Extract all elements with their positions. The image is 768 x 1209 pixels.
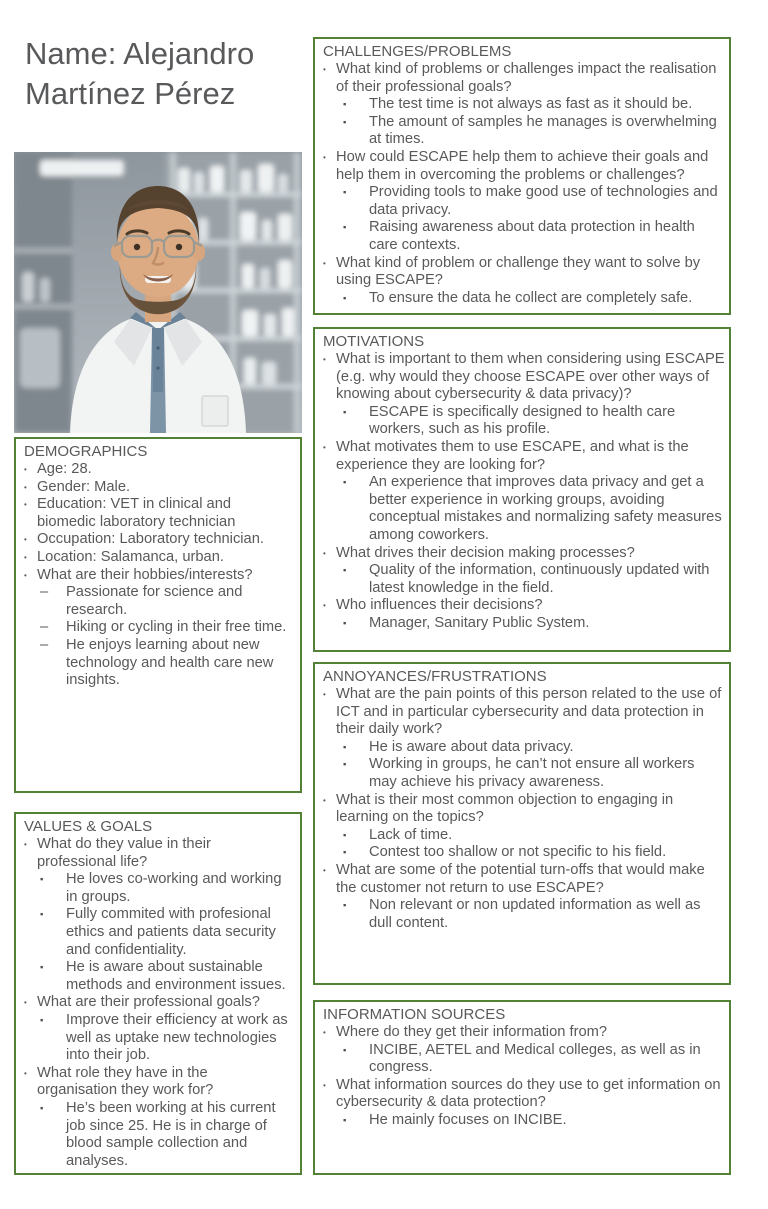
- square-marker: ▪: [40, 909, 44, 921]
- bullet-text: What kind of problem or challenge they want to solve by using ESCAPE?: [336, 254, 701, 289]
- square-marker: ▪: [343, 741, 347, 753]
- bullet-marker: •: [323, 690, 326, 699]
- section-items: [323, 61, 726, 307]
- bullet-marker: •: [323, 1080, 326, 1090]
- sub-bullet-item: [323, 219, 726, 254]
- sub-bullet-text: Manager, Sanitary Public System.: [369, 614, 590, 631]
- sub-bullet-text: INCIBE, AETEL and Medical colleges, as well as in congress.: [369, 1041, 701, 1076]
- bullet-item: [323, 792, 726, 827]
- sub-bullet-text: Hiking or cycling in their free time.: [66, 619, 287, 636]
- bullet-marker: •: [24, 840, 27, 849]
- square-marker: ▪: [343, 1114, 347, 1126]
- sub-bullet-item: [323, 404, 726, 439]
- bullet-item: [323, 439, 726, 474]
- bullet-text: What information sources do they use to get information on cybersecurity & data protection?: [336, 1076, 721, 1111]
- square-marker: ▪: [343, 565, 347, 577]
- sub-bullet-item: [24, 1012, 288, 1065]
- bullet-item: [24, 1065, 288, 1100]
- section-demographics: [14, 437, 302, 793]
- bullet-item: [24, 549, 288, 567]
- bullet-text: Age: 28.: [37, 461, 92, 477]
- sub-bullet-text: He mainly focuses on INCIBE.: [369, 1111, 567, 1128]
- lab-technician-portrait-image: [14, 152, 302, 433]
- bullet-marker: •: [323, 1028, 326, 1037]
- bullet-item: [24, 461, 288, 479]
- bullet-item: [323, 61, 726, 96]
- bullet-text: What are the pain points of this person related to the use of ICT and in particular cybersecurity and data protection in their daily work?: [336, 686, 722, 738]
- bullet-marker: •: [24, 535, 27, 545]
- bullet-marker: •: [323, 795, 326, 805]
- square-marker: ▪: [343, 99, 347, 111]
- page-title: Name: Alejandro Martínez Pérez: [25, 36, 255, 111]
- sub-bullet-item: [24, 584, 288, 619]
- sub-bullet-item: [323, 827, 726, 845]
- bullet-text: What motivates them to use ESCAPE, and what is the experience they are looking for?: [336, 438, 689, 473]
- sub-bullet-item: [323, 114, 726, 149]
- section-title: DEMOGRAPHICS: [24, 443, 148, 460]
- sub-bullet-text: Contest too shallow or not specific to his field.: [369, 844, 667, 861]
- square-marker: ▪: [343, 617, 347, 629]
- section-items: [323, 351, 726, 633]
- sub-bullet-text: Passionate for science and research.: [66, 584, 243, 618]
- section-title: ANNOYANCES/FRUSTRATIONS: [323, 668, 547, 685]
- square-marker: ▪: [343, 759, 347, 771]
- dash-marker: –: [40, 584, 49, 601]
- sub-bullet-text: Working in groups, he can’t not ensure all workers may achieve his privacy awareness.: [369, 756, 695, 790]
- sub-bullet-item: [323, 1042, 726, 1077]
- sub-bullet-item: [323, 1112, 726, 1130]
- bullet-text: What kind of problems or challenges impact the realisation of their professional goals?: [336, 61, 717, 95]
- section-title: VALUES & GOALS: [24, 818, 153, 835]
- bullet-marker: •: [24, 465, 27, 474]
- square-marker: ▪: [343, 187, 347, 199]
- bullet-item: [323, 686, 726, 739]
- bullet-marker: •: [323, 152, 326, 162]
- sub-bullet-item: [24, 959, 288, 994]
- portrait-photo: [14, 152, 302, 433]
- section-annoyances-frustrations: [313, 662, 731, 985]
- sub-bullet-text: The test time is not always as fast as it should be.: [369, 96, 693, 113]
- sub-bullet-text: Lack of time.: [369, 826, 453, 843]
- dash-marker: –: [40, 636, 49, 653]
- square-marker: ▪: [343, 222, 347, 234]
- bullet-item: [323, 545, 726, 563]
- sub-bullet-item: [323, 739, 726, 757]
- bullet-item: [24, 994, 288, 1012]
- bullet-item: [24, 836, 288, 871]
- sub-bullet-text: He loves co-working and working in groups.: [66, 871, 282, 905]
- square-marker: ▪: [343, 477, 347, 489]
- bullet-text: What drives their decision making processes?: [336, 544, 635, 561]
- bullet-text: Education: VET in clinical and biomedic laboratory technician: [37, 496, 236, 530]
- sub-bullet-item: [24, 619, 288, 637]
- bullet-item: [323, 255, 726, 290]
- sub-bullet-text: Improve their efficiency at work as well as uptake new technologies into their job.: [66, 1011, 288, 1064]
- section-items: [323, 1024, 726, 1130]
- sub-bullet-text: An experience that improves data privacy and get a better experience in working groups, avoiding conceptual mistakes and normalizing safety measures among coworkers.: [369, 474, 722, 543]
- section-challenges-problems: [313, 37, 731, 315]
- section-information-sources: [313, 1000, 731, 1175]
- sub-bullet-text: He is aware about data privacy.: [369, 738, 574, 755]
- section-title: MOTIVATIONS: [323, 333, 425, 350]
- section-items: [24, 836, 288, 1170]
- bullet-text: What are some of the potential turn-offs that would make the customer not return to use ESCAPE?: [336, 861, 705, 896]
- bullet-text: Where do they get their information from?: [336, 1024, 608, 1040]
- bullet-item: [323, 351, 726, 404]
- dash-marker: –: [40, 619, 49, 636]
- section-title: INFORMATION SOURCES: [323, 1006, 506, 1023]
- sub-bullet-item: [323, 756, 726, 791]
- bullet-item: [24, 531, 288, 549]
- bullet-item: [323, 149, 726, 184]
- sub-bullet-text: Quality of the information, continuously updated with latest knowledge in the field.: [369, 562, 710, 596]
- square-marker: ▪: [343, 1044, 347, 1056]
- square-marker: ▪: [343, 847, 347, 859]
- sub-bullet-item: [24, 871, 288, 906]
- bullet-marker: •: [24, 998, 27, 1008]
- bullet-text: What role they have in the organisation they work for?: [37, 1064, 214, 1099]
- sub-bullet-item: [24, 637, 288, 690]
- bullet-item: [24, 479, 288, 497]
- bullet-marker: •: [24, 1068, 27, 1078]
- bullet-marker: •: [24, 552, 27, 562]
- bullet-marker: •: [323, 548, 326, 558]
- sub-bullet-text: Fully commited with profesional ethics and patients data security and confidentiality.: [66, 906, 276, 958]
- sub-bullet-item: [323, 615, 726, 633]
- section-items: [24, 461, 288, 690]
- bullet-item: [323, 1024, 726, 1042]
- square-marker: ▪: [40, 1014, 44, 1026]
- bullet-text: Location: Salamanca, urban.: [37, 548, 224, 565]
- bullet-marker: •: [323, 442, 326, 452]
- sub-bullet-item: [323, 290, 726, 308]
- sub-bullet-item: [323, 96, 726, 114]
- sub-bullet-text: He is aware about sustainable methods and environment issues.: [66, 959, 286, 993]
- square-marker: ▪: [40, 1102, 44, 1114]
- bullet-text: What are their hobbies/interests?: [37, 566, 253, 583]
- square-marker: ▪: [343, 116, 347, 128]
- bullet-marker: •: [323, 258, 326, 268]
- bullet-marker: •: [323, 355, 326, 364]
- bullet-marker: •: [323, 865, 326, 875]
- sub-bullet-text: Providing tools to make good use of technologies and data privacy.: [369, 184, 718, 218]
- sub-bullet-item: [24, 906, 288, 959]
- bullet-text: What are their professional goals?: [37, 994, 260, 1011]
- bullet-marker: •: [323, 65, 326, 74]
- sub-bullet-text: Non relevant or non updated information as well as dull content.: [369, 897, 701, 931]
- sub-bullet-item: [323, 474, 726, 544]
- bullet-item: [24, 496, 288, 531]
- bullet-text: What is their most common objection to engaging in learning on the topics?: [336, 791, 674, 826]
- bullet-text: Occupation: Laboratory technician.: [37, 531, 264, 548]
- square-marker: ▪: [343, 900, 347, 912]
- square-marker: ▪: [40, 962, 44, 974]
- sub-bullet-text: Raising awareness about data protection in health care contexts.: [369, 219, 695, 253]
- square-marker: ▪: [40, 874, 44, 886]
- section-motivations: [313, 327, 731, 652]
- bullet-text: Who influences their decisions?: [336, 597, 543, 614]
- section-values-goals: [14, 812, 302, 1175]
- square-marker: ▪: [343, 829, 347, 841]
- bullet-text: What is important to them when considering using ESCAPE (e.g. why would they choose ESCAPE over other ways of knowing about cybersecurity & data privacy)?: [336, 351, 725, 403]
- bullet-marker: •: [24, 482, 27, 492]
- sub-bullet-item: [323, 562, 726, 597]
- sub-bullet-item: [323, 184, 726, 219]
- bullet-marker: •: [323, 601, 326, 611]
- bullet-marker: •: [24, 500, 27, 510]
- bullet-item: [323, 862, 726, 897]
- bullet-item: [24, 567, 288, 585]
- square-marker: ▪: [343, 292, 347, 304]
- sub-bullet-text: He enjoys learning about new technology and health care new insights.: [66, 636, 274, 689]
- sub-bullet-item: [323, 844, 726, 862]
- bullet-item: [323, 1077, 726, 1112]
- sub-bullet-item: [323, 897, 726, 932]
- bullet-text: Gender: Male.: [37, 478, 131, 495]
- bullet-text: What do they value in their professional life?: [37, 836, 211, 870]
- bullet-marker: •: [24, 570, 27, 580]
- bullet-text: How could ESCAPE help them to achieve their goals and help them in overcoming the problems or challenges?: [336, 148, 709, 183]
- square-marker: ▪: [343, 406, 347, 418]
- section-title: CHALLENGES/PROBLEMS: [323, 43, 512, 60]
- sub-bullet-text: ESCAPE is specifically designed to health care workers, such as his profile.: [369, 403, 676, 438]
- bullet-item: [323, 597, 726, 615]
- sub-bullet-text: To ensure the data he collect are completely safe.: [369, 289, 693, 306]
- section-items: [323, 686, 726, 932]
- sub-bullet-text: The amount of samples he manages is overwhelming at times.: [369, 113, 717, 148]
- sub-bullet-item: [24, 1100, 288, 1170]
- sub-bullet-text: He’s been working at his current job since 25. He is in charge of blood sample collection and analyses.: [66, 1099, 276, 1169]
